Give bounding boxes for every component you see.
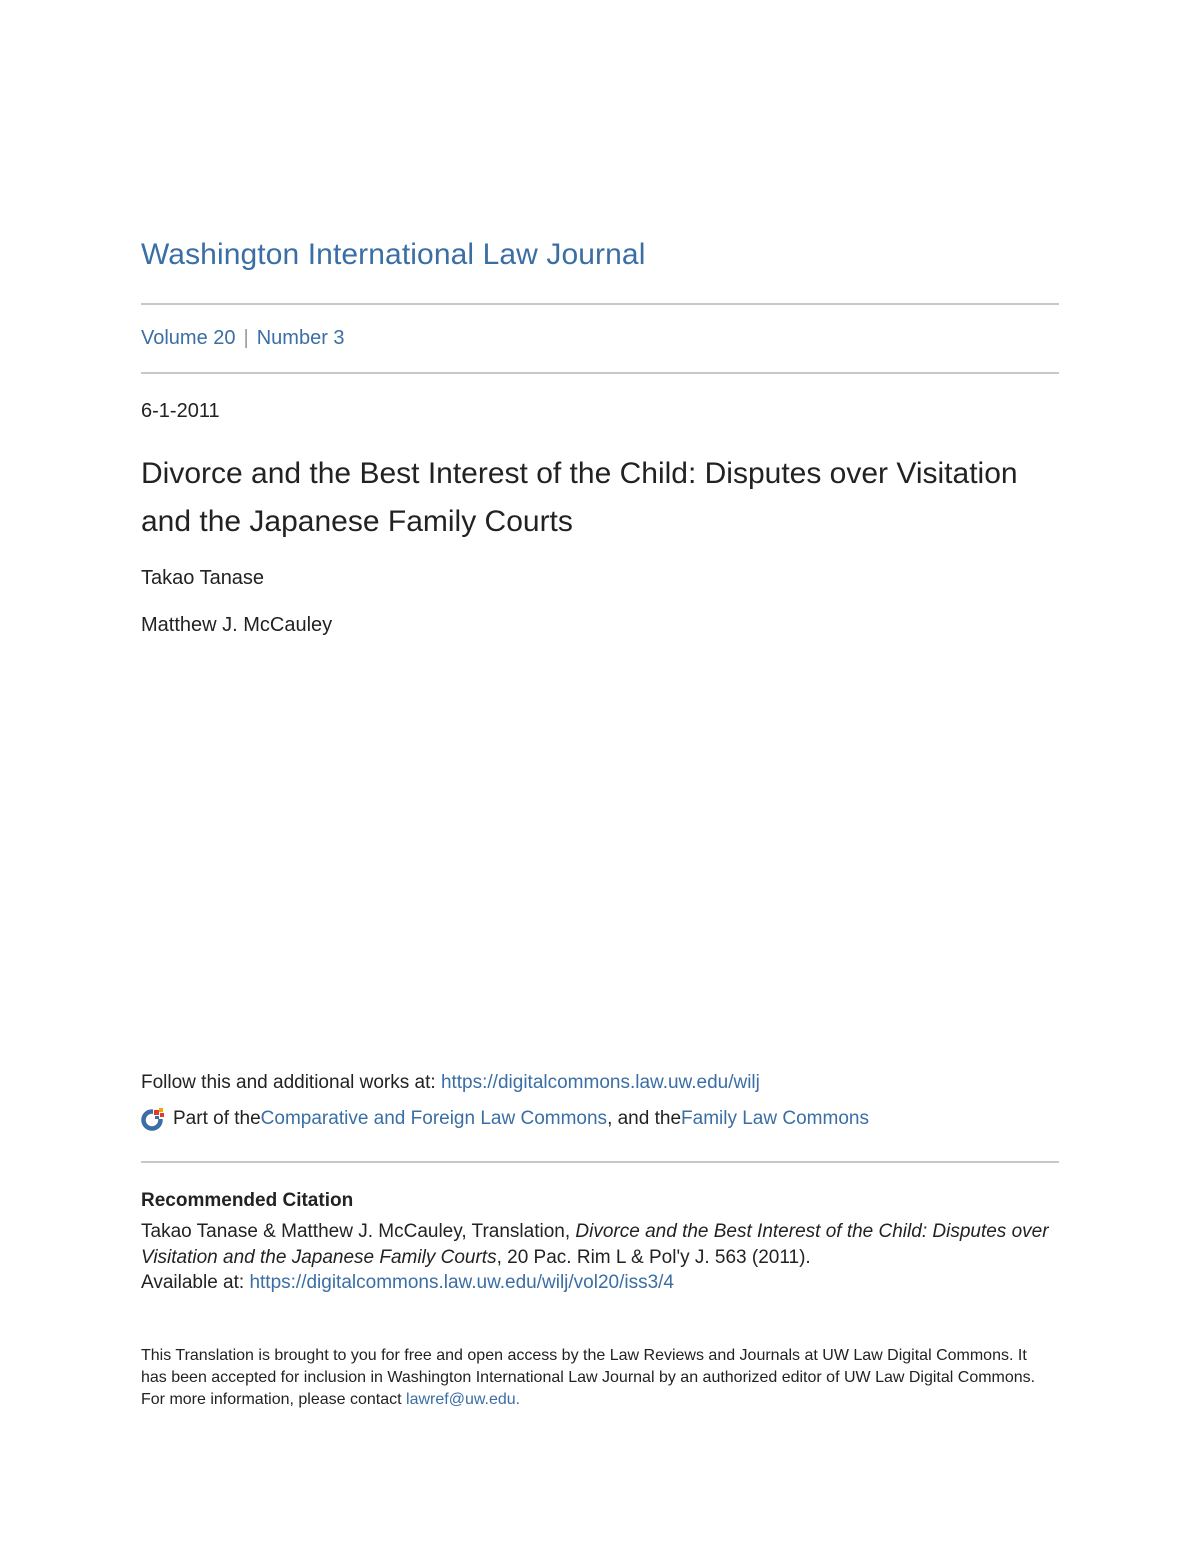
available-label: Available at: bbox=[141, 1272, 250, 1293]
part-of-line bbox=[141, 1106, 869, 1132]
divider bbox=[141, 303, 1059, 305]
author[interactable]: Matthew J. McCauley bbox=[141, 614, 333, 636]
volume-link[interactable]: Volume 20 bbox=[141, 327, 236, 349]
issue-separator: | bbox=[243, 327, 249, 349]
follow-label: Follow this and additional works at: bbox=[141, 1072, 441, 1093]
digital-commons-network-icon bbox=[141, 1106, 167, 1132]
follow-line bbox=[141, 1072, 760, 1094]
cover-page bbox=[141, 0, 1059, 1553]
footer-period: . bbox=[515, 1391, 521, 1408]
citation-prefix: Takao Tanase & Matthew J. McCauley, Translation, bbox=[141, 1221, 576, 1242]
divider bbox=[141, 372, 1059, 374]
family-law-commons-link[interactable]: Family Law Commons bbox=[681, 1108, 869, 1129]
article-url-link[interactable]: https://digitalcommons.law.uw.edu/wilj/vol20/iss3/4 bbox=[249, 1272, 674, 1293]
article-title: Divorce and the Best Interest of the Child: Disputes over Visitation and the Japanese Family Courts bbox=[141, 457, 1018, 538]
divider bbox=[141, 1161, 1059, 1163]
citation-suffix: , 20 Pac. Rim L & Pol'y J. 563 (2011). bbox=[496, 1247, 811, 1268]
author[interactable]: Takao Tanase bbox=[141, 567, 265, 589]
citation-title: Divorce and the Best Interest of the Child: Disputes over Visitation and the Japanese Family Courts bbox=[141, 1221, 1049, 1268]
contact-email-link[interactable]: lawref@uw.edu bbox=[406, 1391, 516, 1408]
journal-title-link[interactable]: Washington International Law Journal bbox=[141, 238, 646, 271]
recommended-citation-heading: Recommended Citation bbox=[141, 1190, 354, 1211]
part-of-label: Part of the bbox=[173, 1108, 261, 1129]
part-of-connector: , and the bbox=[607, 1108, 682, 1129]
number-link[interactable]: Number 3 bbox=[256, 327, 345, 349]
access-notice-text: This Translation is brought to you for free and open access by the Law Reviews and Journals at UW Law Digital Commons. It has been accepted for inclusion in Washington International Law Journal by an authorized editor of UW Law Digital Commons. For more information, please contact bbox=[141, 1347, 1036, 1408]
comparative-foreign-law-commons-link[interactable]: Comparative and Foreign Law Commons bbox=[260, 1108, 608, 1129]
publication-date: 6-1-2011 bbox=[141, 400, 220, 422]
collection-url-link[interactable]: https://digitalcommons.law.uw.edu/wilj bbox=[440, 1072, 760, 1093]
available-at-line bbox=[141, 1272, 674, 1294]
issue-line bbox=[141, 327, 345, 350]
access-notice bbox=[141, 1345, 1041, 1411]
citation-text bbox=[141, 1219, 1059, 1271]
